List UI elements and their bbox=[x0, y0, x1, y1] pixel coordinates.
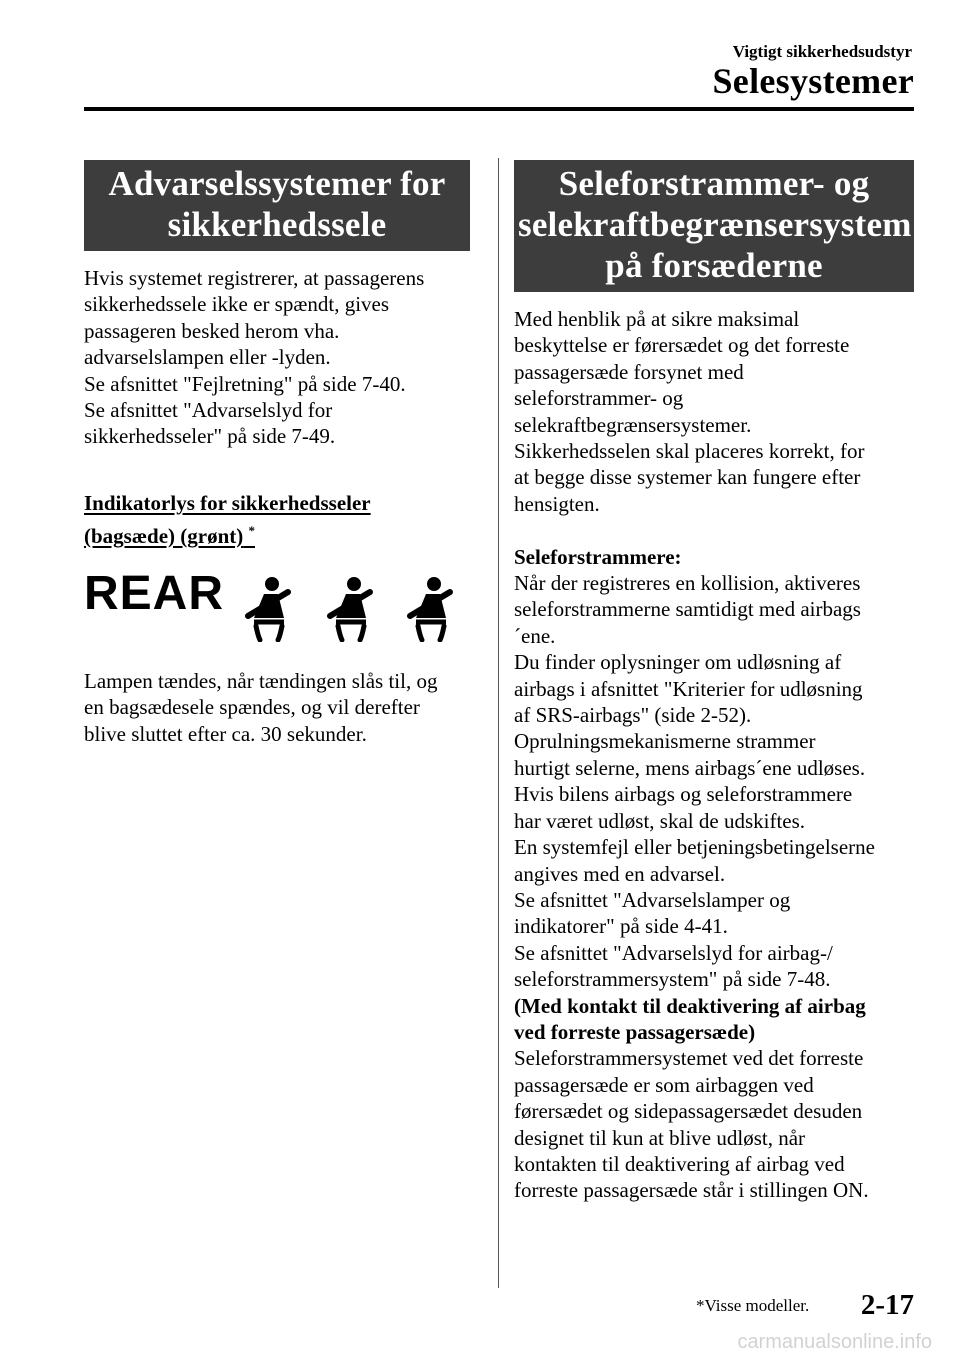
text-line: en bagsædesele spændes, og vil derefter bbox=[84, 695, 420, 720]
rear-indicator-label: REAR bbox=[84, 566, 225, 620]
text-line: passagersæde er som airbaggen ved bbox=[514, 1072, 814, 1097]
airbag-switch-heading-line: ved forreste passagersæde bbox=[514, 1019, 749, 1044]
text-line: Sikkerhedsselen skal placeres korrekt, for bbox=[514, 439, 865, 464]
text-line: passagersæde forsynet med bbox=[514, 359, 744, 384]
pretensioner-intro bbox=[514, 306, 914, 1204]
heading-line: Seleforstrammer- og bbox=[558, 164, 870, 203]
subheading-line: Indikatorlys for sikkerhedsseler bbox=[84, 490, 371, 515]
text-line: airbags i afsnittet "Kriterier for udløsning bbox=[514, 676, 863, 701]
airbag-switch-heading bbox=[514, 1019, 914, 1045]
text-line: kontakten til deaktivering af airbag ved bbox=[514, 1151, 845, 1176]
heading-line: på forsæderne bbox=[605, 246, 823, 285]
pretensioner-subheading: Seleforstrammere: bbox=[514, 544, 682, 569]
watermark: carmanualsonline.info bbox=[737, 1331, 932, 1353]
text-line: Se afsnittet "Advarselslyd for airbag-/ bbox=[514, 940, 833, 965]
text-line: angives med en advarsel. bbox=[514, 861, 726, 886]
section-heading-warning-systems bbox=[84, 160, 470, 251]
header-rule bbox=[84, 107, 914, 111]
text-line: designet til kun at blive udløst, når bbox=[514, 1125, 806, 1150]
right-column bbox=[514, 160, 914, 1204]
chapter-subtitle: Vigtigt sikkerhedsudstyr bbox=[732, 42, 912, 61]
text-line: passageren besked herom vha. bbox=[84, 318, 340, 343]
column-divider bbox=[498, 158, 499, 1288]
rear-seatbelt-indicator bbox=[84, 568, 470, 660]
text-line: Se afsnittet "Advarselslyd for bbox=[84, 398, 333, 423]
text-line: Du finder oplysninger om udløsning af bbox=[514, 650, 842, 675]
text-line: selekraftbegrænsersystemer. bbox=[514, 412, 752, 437]
text-line: seleforstrammer- og bbox=[514, 386, 684, 411]
seatbelt-icon bbox=[322, 576, 378, 642]
text-line: sikkerhedsseler" på side 7-49. bbox=[84, 424, 336, 449]
text-line: blive sluttet efter ca. 30 sekunder. bbox=[84, 721, 367, 746]
text-line: Med henblik på at sikre maksimal bbox=[514, 307, 800, 331]
text-line: Hvis bilens airbags og seleforstrammere bbox=[514, 782, 853, 807]
text-line: En systemfejl eller betjeningsbetingelserne bbox=[514, 835, 875, 860]
left-column bbox=[84, 160, 470, 747]
text-line: hurtigt selerne, mens airbags´ene udløses. bbox=[514, 755, 866, 780]
airbag-switch-heading bbox=[514, 993, 914, 1019]
subheading-line: (bagsæde) (grønt) bbox=[84, 523, 244, 548]
text-line: Se afsnittet "Advarselslamper og bbox=[514, 887, 791, 912]
text-line: Seleforstrammersystemet ved det forreste bbox=[514, 1046, 864, 1071]
text-line: beskyttelse er førersædet og det forreste bbox=[514, 333, 850, 358]
paren-close: ) bbox=[748, 1019, 756, 1044]
text-line: Når der registreres en kollision, aktiveres bbox=[514, 571, 861, 596]
text-line: forreste passagersæde står i stillingen ON. bbox=[514, 1178, 869, 1203]
text-line: førersædet og sidepassagersædet desuden bbox=[514, 1099, 863, 1124]
heading-line: sikkerhedssele bbox=[167, 205, 387, 244]
text-line: at begge disse systemer kan fungere efter bbox=[514, 465, 861, 490]
airbag-switch-heading-line: Med kontakt til deaktivering af airbag bbox=[521, 993, 866, 1018]
footnote: *Visse modeller. bbox=[696, 1296, 810, 1315]
text-line: seleforstrammerne samtidigt med airbags bbox=[514, 597, 861, 622]
page-title: Selesystemer bbox=[712, 61, 914, 101]
section-heading-pretensioner bbox=[514, 160, 914, 292]
indicator-subheading bbox=[84, 490, 470, 550]
text-line: Lampen tændes, når tændingen slås til, og bbox=[84, 668, 438, 693]
text-line: har været udløst, skal de udskiftes. bbox=[514, 808, 806, 833]
text-line: seleforstrammersystem" på side 7-48. bbox=[514, 967, 831, 992]
text-line: hensigten. bbox=[514, 491, 600, 516]
seatbelt-icon bbox=[240, 576, 296, 642]
seatbelt-icon bbox=[402, 576, 458, 642]
model-footnote-mark: * bbox=[248, 522, 255, 538]
paren-open: ( bbox=[514, 993, 521, 1018]
indicator-description bbox=[84, 668, 470, 747]
page-number: 2-17 bbox=[860, 1289, 914, 1321]
text-line: Hvis systemet registrerer, at passagerens bbox=[84, 266, 425, 290]
text-line: Oprulningsmekanismerne strammer bbox=[514, 729, 816, 754]
text-line: af SRS-airbags" (side 2-52). bbox=[514, 703, 752, 728]
text-line: sikkerhedssele ikke er spændt, gives bbox=[84, 292, 390, 317]
text-line: indikatorer" på side 4-41. bbox=[514, 914, 728, 939]
heading-line: selekraftbegrænsersystem bbox=[518, 205, 912, 244]
text-line: advarselslampen eller -lyden. bbox=[84, 345, 331, 370]
heading-line: Advarselssystemer for bbox=[108, 164, 446, 203]
text-line: ´ene. bbox=[514, 623, 556, 648]
text-line: Se afsnittet "Fejlretning" på side 7-40. bbox=[84, 371, 406, 396]
warning-paragraph bbox=[84, 265, 470, 450]
